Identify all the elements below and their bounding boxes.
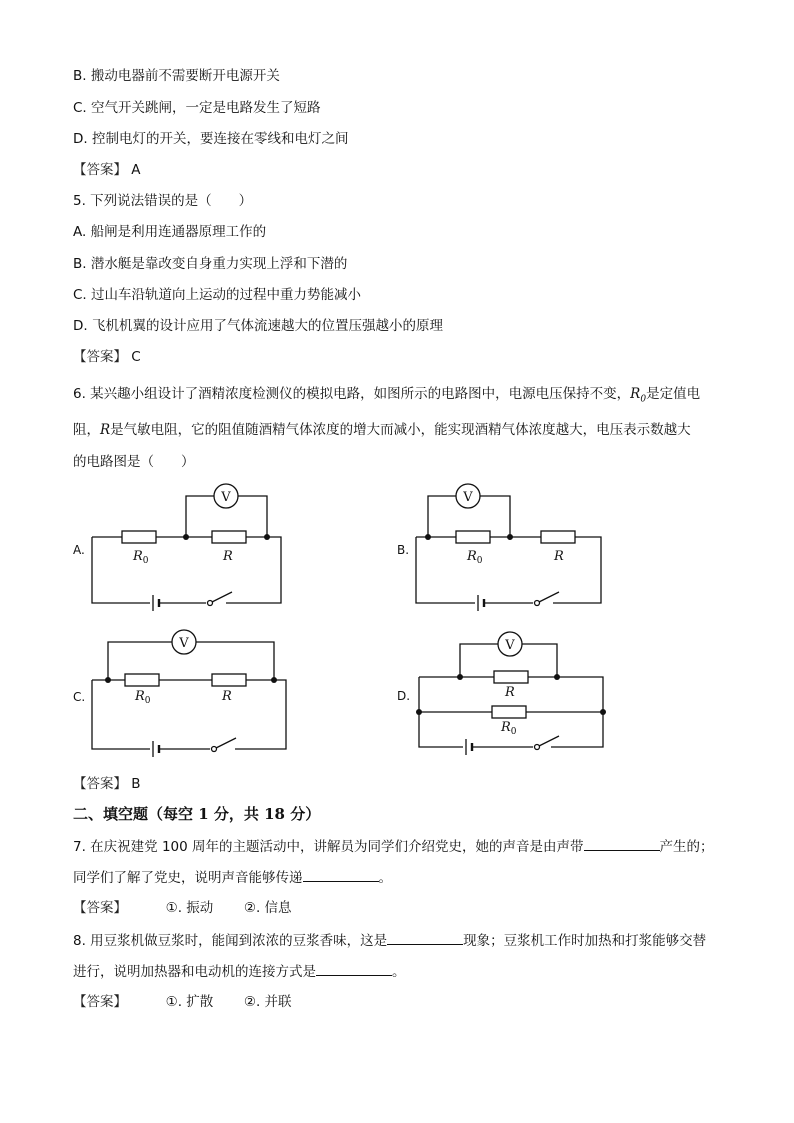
r0-symbol: $R_0$ xyxy=(630,386,647,405)
q8-text-3: 进行，说明加热器和电动机的连接方式是 xyxy=(73,964,316,980)
answer-tag: 【答案】 xyxy=(73,900,127,916)
voltmeter-d: V xyxy=(505,638,515,653)
q8-text: 8. 用豆浆机做豆浆时，能闻到浓浓的豆浆香味，这是 xyxy=(73,933,388,949)
answer-value-1: ①. 扩散 xyxy=(165,994,214,1010)
q8-answer xyxy=(73,992,292,1012)
q4-option-d: D. 控制电灯的开关，要连接在零线和电灯之间 xyxy=(73,131,349,147)
label-r0-c: $R_0$ xyxy=(135,689,151,706)
q6-stem-text-4: 是气敏电阻，它的阻值随酒精气体浓度的增大而减小，能实现酒精气体浓度越大，电压表示数越大 xyxy=(110,422,691,438)
q7-line2 xyxy=(73,867,392,888)
circuit-label-a: A. xyxy=(73,543,85,557)
answer-value: C xyxy=(131,349,141,365)
q6-answer xyxy=(73,774,141,794)
q8-line1 xyxy=(73,930,706,951)
q5-option-a: A. 船闸是利用连通器原理工作的 xyxy=(73,224,267,240)
q6-stem-text-2: 是定值电 xyxy=(646,386,701,402)
answer-tag: 【答案】 xyxy=(73,162,127,178)
label-r0-d: $R_0$ xyxy=(501,720,517,737)
circuit-figures xyxy=(0,470,794,770)
voltmeter-b: V xyxy=(463,490,473,505)
r-symbol: R xyxy=(100,422,111,438)
label-r-b: R xyxy=(554,549,564,564)
label-r-c: R xyxy=(222,689,232,704)
label-r-d: R xyxy=(505,685,515,700)
q4-option-c: C. 空气开关跳闸，一定是电路发生了短路 xyxy=(73,100,321,116)
answer-value: A xyxy=(131,162,141,178)
q5-option-b: B. 潜水艇是靠改变自身重力实现上浮和下潜的 xyxy=(73,256,348,272)
circuit-label-b: B. xyxy=(397,543,410,557)
q8-text-2: 现象；豆浆机工作时加热和打浆能够交替 xyxy=(463,933,707,949)
q7-answer xyxy=(73,898,292,918)
q8-text-4: 。 xyxy=(392,964,406,980)
q7-text-2: 产生的； xyxy=(659,839,714,855)
label-r0-b: $R_0$ xyxy=(467,549,483,566)
answer-value-2: ②. 信息 xyxy=(243,900,292,916)
label-r-a: R xyxy=(223,549,233,564)
answer-value: B xyxy=(131,776,141,792)
circuit-label-c: C. xyxy=(73,690,86,704)
circuit-b xyxy=(416,484,601,611)
voltmeter-a: V xyxy=(221,490,231,505)
fill-blank xyxy=(387,930,463,945)
q6-stem-line1 xyxy=(73,384,700,410)
label-r0-a: $R_0$ xyxy=(133,549,149,566)
q6-stem-text: 6. 某兴趣小组设计了酒精浓度检测仪的模拟电路，如图所示的电路图中，电源电压保持不变， xyxy=(73,386,631,402)
q7-text-3: 同学们了解了党史，说明声音能够传递 xyxy=(73,870,303,886)
q7-text-4: 。 xyxy=(378,870,392,886)
answer-tag: 【答案】 xyxy=(73,994,127,1010)
q5-answer xyxy=(73,347,141,367)
q4-option-b: B. 搬动电器前不需要断开电源开关 xyxy=(73,68,280,84)
circuit-c xyxy=(92,630,286,757)
q6-stem-text-3: 阻， xyxy=(73,422,100,438)
fill-blank xyxy=(316,961,392,976)
q5-option-d: D. 飞机机翼的设计应用了气体流速越大的位置压强越小的原理 xyxy=(73,318,443,334)
q5-option-c: C. 过山车沿轨道向上运动的过程中重力势能减小 xyxy=(73,287,362,303)
fill-blank xyxy=(584,836,660,851)
q7-text: 7. 在庆祝建党 100 周年的主题活动中，讲解员为同学们介绍党史，她的声音是由声带 xyxy=(73,839,584,855)
circuit-label-d: D. xyxy=(397,689,411,703)
fill-blank xyxy=(303,867,379,882)
answer-value-2: ②. 并联 xyxy=(243,994,292,1010)
section-title: 二、填空题（每空 1 分，共 18 分） xyxy=(73,805,321,823)
voltmeter-c: V xyxy=(179,636,189,651)
q7-line1 xyxy=(73,836,714,857)
answer-tag: 【答案】 xyxy=(73,776,127,792)
circuit-a xyxy=(92,484,281,611)
q6-stem-line3: 的电路图是（ ） xyxy=(73,454,195,470)
q4-answer xyxy=(73,160,141,180)
answer-tag: 【答案】 xyxy=(73,349,127,365)
q6-stem-line2 xyxy=(73,420,691,440)
q5-stem: 5. 下列说法错误的是（ ） xyxy=(73,193,253,209)
answer-value-1: ①. 振动 xyxy=(165,900,214,916)
q8-line2 xyxy=(73,961,406,982)
